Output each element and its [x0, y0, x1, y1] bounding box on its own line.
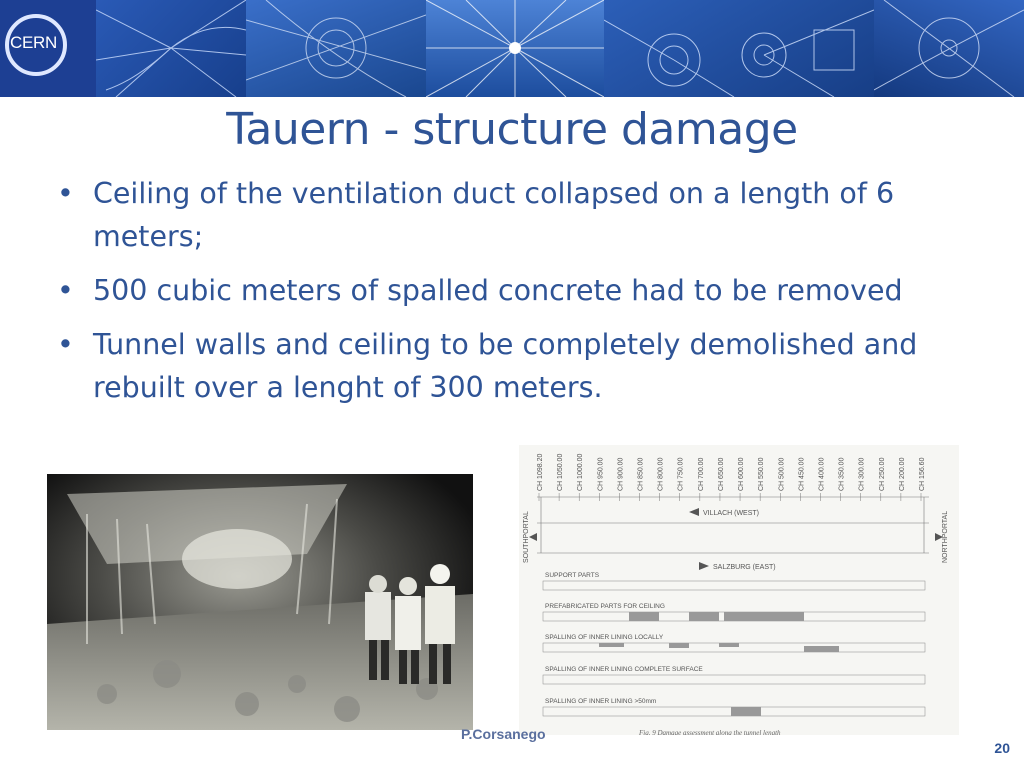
spiral-tracks-image: [874, 0, 1024, 97]
chainage-label: CH 950.00: [597, 457, 605, 491]
particle-tracks-image: [96, 0, 246, 97]
cern-logo: [0, 0, 96, 97]
banner-panel: [96, 0, 246, 97]
bullet-text: 500 cubic meters of spalled concrete had to be removed: [93, 274, 903, 307]
page-number: 20: [994, 740, 1010, 756]
bullet-text: Ceiling of the ventilation duct collapsed on a length of 6 meters;: [93, 177, 895, 253]
chainage-label: CH 750.00: [677, 457, 685, 491]
chainage-label: CH 250.00: [878, 457, 886, 491]
chainage-label: CH 300.00: [858, 457, 866, 491]
chainage-label: CH 450.00: [798, 457, 806, 491]
detector-image: [246, 0, 426, 97]
banner-panel: [426, 0, 604, 97]
bullet-item: [57, 323, 977, 409]
chainage-label: CH 700.00: [697, 457, 705, 491]
damage-assessment-diagram: [519, 445, 959, 735]
chainage-label: CH 550.00: [758, 457, 766, 491]
row-label-spalling-50mm: SPALLING OF INNER LINING >50mm: [545, 698, 657, 705]
header-banner: [0, 0, 1024, 97]
banner-panel: [246, 0, 426, 97]
chainage-label: CH 400.00: [818, 457, 826, 491]
slide-title: Tauern - structure damage: [226, 104, 798, 155]
footer-author: P.Corsanego: [461, 726, 546, 742]
tunnel-damage-photo: [47, 474, 473, 730]
bullet-list: [57, 172, 977, 420]
chainage-label: CH 900.00: [617, 457, 625, 491]
row-label-spalling-complete: SPALLING OF INNER LINING COMPLETE SURFACE: [545, 666, 703, 673]
banner-panel: [874, 0, 1024, 97]
south-portal-label: SOUTHPORTAL: [523, 511, 530, 563]
diagram-caption: Fig. 9 Damage assessment along the tunnel length: [639, 729, 781, 735]
cern-logo-text: CERN: [10, 33, 57, 52]
row-label-prefabricated-parts: PREFABRICATED PARTS FOR CEILING: [545, 603, 665, 610]
villach-west-label: VILLACH (WEST): [703, 510, 760, 517]
north-portal-label: NORTHPORTAL: [942, 510, 949, 563]
tunnel-photo-drawing: [47, 474, 473, 730]
row-bands: [543, 581, 925, 716]
chainage-label: CH 850.00: [637, 457, 645, 491]
bullet-item: [57, 172, 977, 258]
chainage-label: CH 1050.00: [557, 453, 565, 491]
chainage-label: CH 1000.00: [577, 453, 585, 491]
bullet-text: Tunnel walls and ceiling to be completely demolished and rebuilt over a lenght of 300 meters.: [93, 328, 918, 404]
chainage-label: CH 200.00: [898, 457, 906, 491]
bullet-icon: •: [57, 328, 74, 361]
bullet-icon: •: [57, 177, 74, 210]
chainage-label: CH 600.00: [738, 457, 746, 491]
collision-event-image: [604, 0, 874, 97]
salzburg-east-label: SALZBURG (EAST): [713, 564, 776, 571]
damage-diagram-drawing: [519, 445, 959, 735]
row-label-support-parts: SUPPORT PARTS: [545, 572, 600, 579]
banner-panel: [604, 0, 874, 97]
bullet-item: [57, 269, 977, 312]
chainage-label: CH 500.00: [778, 457, 786, 491]
sunburst-image: [426, 0, 604, 97]
bullet-icon: •: [57, 274, 74, 307]
chainage-label: CH 156.60: [919, 457, 926, 491]
chainage-label: CH 350.00: [838, 457, 846, 491]
chainage-label: CH 1098.20: [537, 453, 544, 491]
row-label-spalling-local: SPALLING OF INNER LINING LOCALLY: [545, 634, 664, 641]
chainage-label: CH 650.00: [717, 457, 725, 491]
diagram-arrows: [529, 508, 943, 570]
chainage-label: CH 800.00: [657, 457, 665, 491]
